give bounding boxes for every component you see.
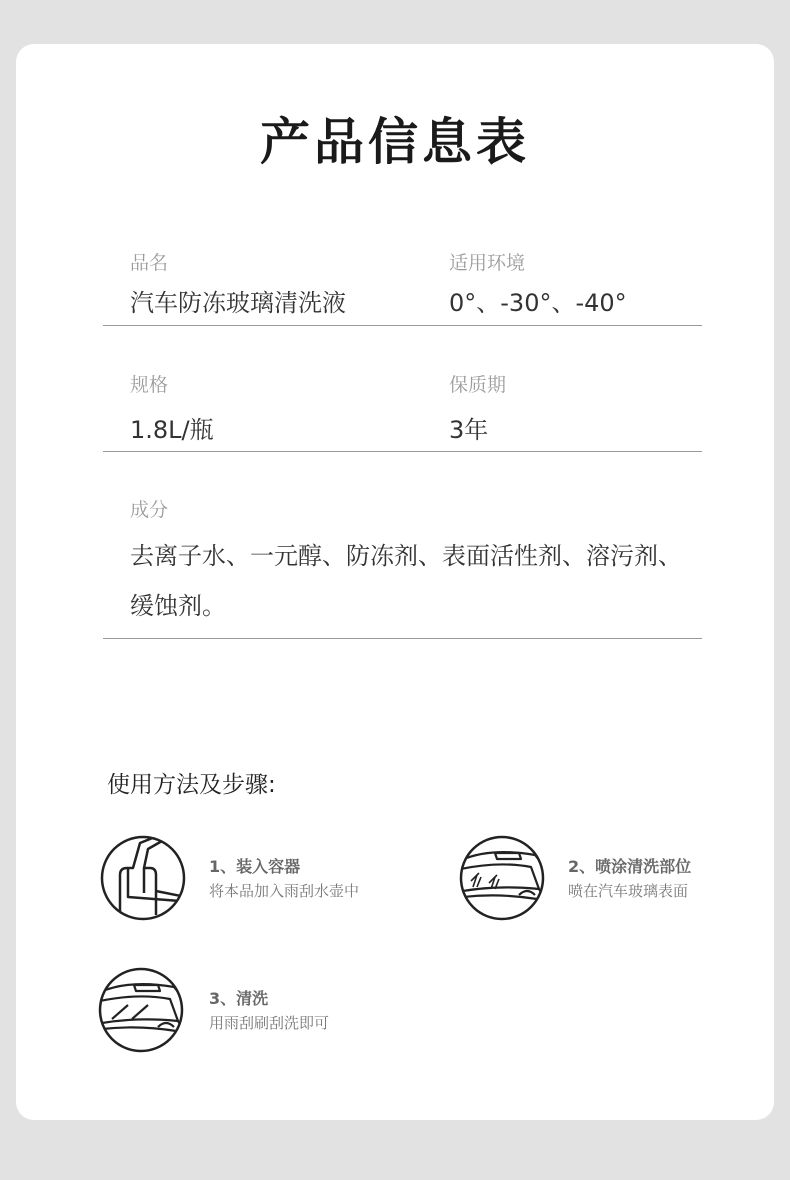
env-label: 适用环境 [449,252,526,274]
divider [103,638,702,639]
ingredient-label: 成分 [130,499,169,521]
step-3-desc: 用雨刮刷刮洗即可 [209,1014,330,1032]
step-2-title: 2、喷涂清洗部位 [568,857,692,876]
name-value: 汽车防冻玻璃清洗液 [130,289,346,317]
spec-value: 1.8L/瓶 [130,416,214,444]
shelf-life-value: 3年 [449,416,489,444]
name-label: 品名 [130,252,169,274]
step-1-title: 1、装入容器 [209,857,301,876]
pour-bottle-icon [100,835,186,921]
windshield-spray-icon [459,835,545,921]
step-3-title: 3、清洗 [209,989,269,1008]
product-info-card [16,44,774,1120]
divider [103,325,702,326]
divider [103,451,702,452]
step-1-desc: 将本品加入雨刮水壶中 [209,882,360,900]
page-title: 产品信息表 [260,113,530,171]
spec-label: 规格 [130,374,169,396]
ingredient-value: 去离子水、一元醇、防冻剂、表面活性剂、溶污剂、缓蚀剂。 [130,542,682,620]
shelf-life-label: 保质期 [449,374,507,396]
env-value: 0°、-30°、-40° [449,289,627,317]
step-2-desc: 喷在汽车玻璃表面 [568,882,689,900]
usage-title: 使用方法及步骤: [107,772,276,798]
windshield-wiper-icon [98,967,184,1053]
